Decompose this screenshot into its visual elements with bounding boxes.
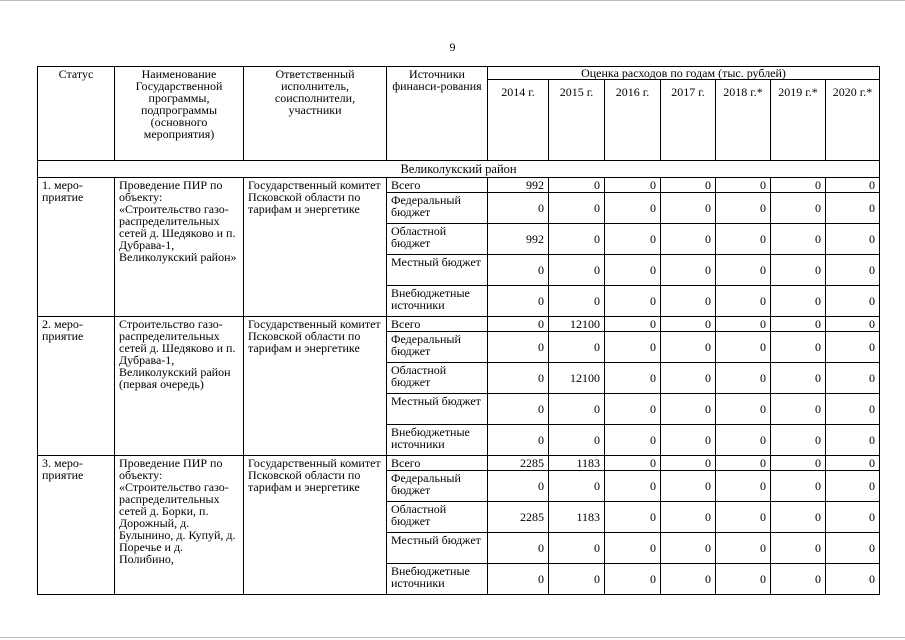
- value-cell: 1183: [549, 502, 605, 533]
- scan-edge-top: [0, 0, 905, 1]
- value-cell: 0: [661, 286, 716, 317]
- value-cell: 0: [661, 564, 716, 595]
- value-cell: 0: [771, 178, 826, 193]
- value-cell: 0: [488, 533, 549, 564]
- table-row: [38, 456, 880, 471]
- value-cell: 0: [661, 193, 716, 224]
- header-costs: Оценка расходов по годам (тыс. рублей): [488, 67, 880, 80]
- value-cell: 0: [826, 394, 880, 425]
- value-cell: 0: [661, 502, 716, 533]
- value-cell: 0: [826, 286, 880, 317]
- value-cell: 0: [488, 286, 549, 317]
- value-cell: 0: [771, 425, 826, 456]
- value-cell: 0: [661, 224, 716, 255]
- value-cell: 0: [605, 317, 661, 332]
- value-cell: 0: [549, 286, 605, 317]
- measure-status: 3. меро-приятие: [38, 456, 115, 595]
- header-year: 2014 г.: [488, 80, 549, 161]
- value-cell: 0: [716, 394, 771, 425]
- value-cell: 0: [771, 471, 826, 502]
- header-year: 2015 г.: [549, 80, 605, 161]
- value-cell: 0: [716, 425, 771, 456]
- value-cell: 0: [716, 471, 771, 502]
- value-cell: 0: [716, 564, 771, 595]
- value-cell: 0: [488, 317, 549, 332]
- value-cell: 0: [661, 394, 716, 425]
- value-cell: 0: [826, 178, 880, 193]
- value-cell: 0: [716, 363, 771, 394]
- value-cell: 0: [716, 456, 771, 471]
- value-cell: 0: [549, 178, 605, 193]
- value-cell: 0: [771, 286, 826, 317]
- value-cell: 0: [771, 502, 826, 533]
- value-cell: 0: [488, 332, 549, 363]
- value-cell: 0: [488, 255, 549, 286]
- value-cell: 0: [605, 564, 661, 595]
- source-cell: Внебюджетные источники: [387, 425, 488, 456]
- value-cell: 0: [549, 224, 605, 255]
- value-cell: 0: [605, 224, 661, 255]
- value-cell: 0: [771, 363, 826, 394]
- value-cell: 992: [488, 224, 549, 255]
- value-cell: 0: [771, 224, 826, 255]
- value-cell: 992: [488, 178, 549, 193]
- value-cell: 0: [661, 533, 716, 564]
- value-cell: 12100: [549, 317, 605, 332]
- value-cell: 0: [826, 255, 880, 286]
- value-cell: 0: [661, 425, 716, 456]
- value-cell: 0: [488, 564, 549, 595]
- source-cell: Всего: [387, 456, 488, 471]
- source-cell: Местный бюджет: [387, 533, 488, 564]
- header-year: 2016 г.: [605, 80, 661, 161]
- value-cell: 0: [605, 456, 661, 471]
- value-cell: 0: [771, 317, 826, 332]
- value-cell: 0: [771, 533, 826, 564]
- value-cell: 0: [716, 178, 771, 193]
- source-cell: Областной бюджет: [387, 363, 488, 394]
- source-cell: Федеральный бюджет: [387, 471, 488, 502]
- measure-name: Строительство газо-распределительных сетей д. Шедяково и п. Дубрава-1, Великолукский район (первая очередь): [115, 317, 244, 456]
- header-name: Наименование Государственной программы, подпрограммы (основного мероприятия): [115, 67, 244, 161]
- value-cell: 0: [661, 456, 716, 471]
- source-cell: Областной бюджет: [387, 502, 488, 533]
- source-cell: Федеральный бюджет: [387, 193, 488, 224]
- value-cell: 0: [826, 317, 880, 332]
- value-cell: 0: [488, 425, 549, 456]
- value-cell: 0: [716, 224, 771, 255]
- value-cell: 0: [771, 456, 826, 471]
- value-cell: 0: [605, 178, 661, 193]
- value-cell: 0: [716, 502, 771, 533]
- measure-executor: Государственный комитет Псковской области по тарифам и энергетике: [244, 317, 387, 456]
- value-cell: 0: [661, 178, 716, 193]
- value-cell: 0: [716, 193, 771, 224]
- source-cell: Местный бюджет: [387, 394, 488, 425]
- value-cell: 0: [549, 332, 605, 363]
- value-cell: 0: [549, 255, 605, 286]
- value-cell: 0: [488, 363, 549, 394]
- value-cell: 0: [826, 564, 880, 595]
- expenditure-table: [37, 66, 880, 595]
- value-cell: 0: [716, 533, 771, 564]
- value-cell: 0: [605, 471, 661, 502]
- value-cell: 0: [771, 332, 826, 363]
- value-cell: 0: [716, 317, 771, 332]
- source-cell: Всего: [387, 178, 488, 193]
- value-cell: 0: [826, 425, 880, 456]
- value-cell: 0: [826, 332, 880, 363]
- header-year: 2019 г.*: [771, 80, 826, 161]
- source-cell: Федеральный бюджет: [387, 332, 488, 363]
- value-cell: 0: [661, 471, 716, 502]
- value-cell: 0: [549, 533, 605, 564]
- page-number: 9: [449, 40, 456, 54]
- source-cell: Всего: [387, 317, 488, 332]
- value-cell: 0: [661, 255, 716, 286]
- value-cell: 0: [826, 193, 880, 224]
- value-cell: 0: [826, 456, 880, 471]
- value-cell: 0: [488, 193, 549, 224]
- header-executor: Ответственный исполнитель, соисполнители, участники: [244, 67, 387, 161]
- measure-executor: Государственный комитет Псковской области по тарифам и энергетике: [244, 456, 387, 595]
- source-cell: Областной бюджет: [387, 224, 488, 255]
- measure-executor: Государственный комитет Псковской области по тарифам и энергетике: [244, 178, 387, 317]
- measure-status: 2. меро-приятие: [38, 317, 115, 456]
- value-cell: 0: [605, 363, 661, 394]
- value-cell: 0: [605, 286, 661, 317]
- value-cell: 0: [771, 193, 826, 224]
- value-cell: 0: [826, 224, 880, 255]
- value-cell: 0: [716, 286, 771, 317]
- value-cell: 0: [716, 255, 771, 286]
- table-row: [38, 178, 880, 193]
- value-cell: 0: [605, 332, 661, 363]
- header-year: 2017 г.: [661, 80, 716, 161]
- value-cell: 0: [826, 533, 880, 564]
- value-cell: 0: [771, 394, 826, 425]
- table-row: [38, 317, 880, 332]
- value-cell: 0: [771, 564, 826, 595]
- value-cell: 0: [549, 471, 605, 502]
- value-cell: 0: [661, 332, 716, 363]
- value-cell: 0: [661, 317, 716, 332]
- value-cell: 0: [605, 255, 661, 286]
- scan-edge-bottom: [0, 637, 905, 638]
- value-cell: 0: [549, 193, 605, 224]
- value-cell: 0: [605, 193, 661, 224]
- measure-name: Проведение ПИР по объекту: «Строительство газо-распределительных сетей д. Шедяково и п. Дубрава-1, Великолукский район»: [115, 178, 244, 317]
- source-cell: Местный бюджет: [387, 255, 488, 286]
- header-status: Статус: [38, 67, 115, 161]
- value-cell: 0: [716, 332, 771, 363]
- value-cell: 0: [488, 394, 549, 425]
- value-cell: 2285: [488, 456, 549, 471]
- header-year: 2020 г.*: [826, 80, 880, 161]
- value-cell: 12100: [549, 363, 605, 394]
- region-row: Великолукский район: [38, 161, 880, 178]
- header-sources: Источники финанси-рования: [387, 67, 488, 161]
- value-cell: 0: [549, 425, 605, 456]
- value-cell: 0: [605, 425, 661, 456]
- value-cell: 0: [549, 394, 605, 425]
- value-cell: 0: [549, 564, 605, 595]
- source-cell: Внебюджетные источники: [387, 286, 488, 317]
- value-cell: 0: [488, 471, 549, 502]
- header-year: 2018 г.*: [716, 80, 771, 161]
- value-cell: 0: [605, 502, 661, 533]
- value-cell: 0: [826, 471, 880, 502]
- value-cell: 2285: [488, 502, 549, 533]
- measure-name: Проведение ПИР по объекту: «Строительство газо-распределительных сетей д. Борки, п. Дорожный, д. Булынино, д. Купуй, д. Поречье и д. Полибино,: [115, 456, 244, 595]
- source-cell: Внебюджетные источники: [387, 564, 488, 595]
- value-cell: 0: [826, 363, 880, 394]
- value-cell: 0: [771, 255, 826, 286]
- value-cell: 0: [605, 533, 661, 564]
- value-cell: 0: [826, 502, 880, 533]
- value-cell: 0: [605, 394, 661, 425]
- measure-status: 1. меро-приятие: [38, 178, 115, 317]
- value-cell: 1183: [549, 456, 605, 471]
- value-cell: 0: [661, 363, 716, 394]
